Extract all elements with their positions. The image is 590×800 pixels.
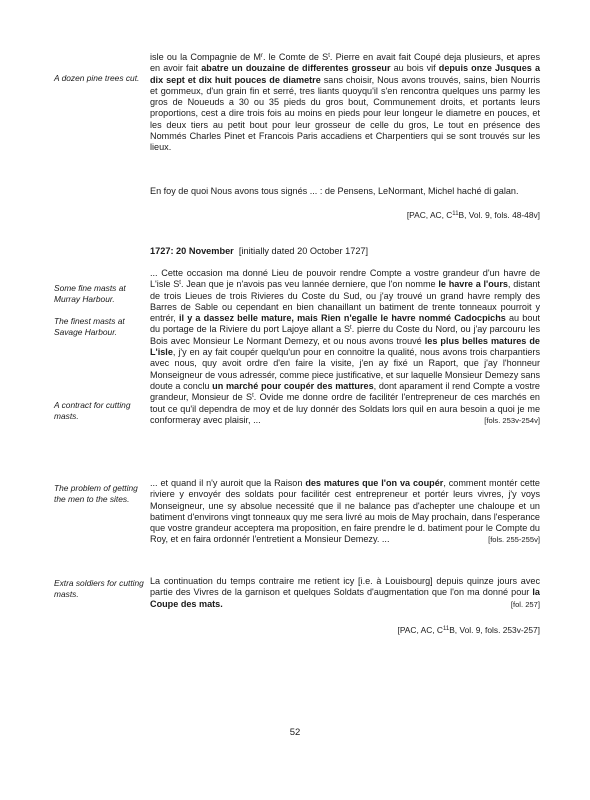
- margin-note-savage-harbour: The finest masts at Savage Harbour.: [54, 316, 125, 337]
- margin-note-problem-men: The problem of getting the men to the sites.: [54, 483, 138, 504]
- source-citation-1: [PAC, AC, $C^{11}B$, Vol. 9, fols. 48-48v]: [406, 210, 540, 220]
- paragraph-transport-problem: ... et quand il n'y auroit que la Raison des matures que l'on va coupér, comment montér cette riviere y envoyér des soldats pour facilitér cest entrepreneur et portér leurs vivres, j'y voys Monseigneur, une sy absolue necessité que il ne balance pas d'achepter une chaloupe et un batiment d'environs vingt tonneaux quy me sera livré au mois de May prochain, dans l'esperance que vostre grandeur acceptera ma proposition, en faire prendre le d. batiment pour le Compte du Roy, et en faira ordonnér l'entretient a Monsieur Demezy. ... [fols. 255-255v]: [150, 478, 540, 545]
- folio-reference: [fol. 257]: [510, 599, 540, 609]
- paragraph-harbour-report: ... Cette occasion ma donné Lieu de pouvoir rendre Compte a vostre grandeur d'un havre de L'isle $S^t$. Jean que je n'avois pas veu lannée derniere, que l'on nomme le havre a l'ours, distant de trois Lieues de trois Rivieres du Coste du Sud, ou j'ay trouvé un grand havre remply des Barres de Sable ou cependant en bien chanaillant un batiment de trente tonneaux pourroit y entrér, il y a dassez belle mature, mais Rien n'egalle le havre nommé Cadocpichs au bout du portage de la Riviere du port Lajoye allant a $S^t$. pierre du Coste du Nord, ou j'ay parcouru les Bois avec Monsieur Le Normant Demezy, et ou nous avons trouvé les plus belles matures de L'isle, j'y en ay fait coupér quelqu'un pour en connoitre la qualité, nous avons trois charpantiers avec nous, quy avoit ordre d'en faire la visite, j'en ay fixé un Raport, que j'ay l'honneur Monseigneur de vous adressér, comme piece justificative, et sur laquelle Monsieur Demezy sans doute a conclu un marché pour coupér des mattures, dont aparament il rend Compte a vostre grandeur, Monsieur de $S^t$. Ovide me donne ordre de facilitér l'entrepreneur de ces marchés en tout ce qu'il dependra de moy et de luy donnér des Soldats lors quil en aura besoin a quoi je me conformeray avec plaisir, ... [fols. 253v-254v]: [150, 268, 540, 425]
- page-number: 52: [289, 727, 301, 738]
- margin-note-contract: A contract for cutting masts.: [54, 400, 131, 421]
- entry-date-note: [initially dated 20 October 1727]: [238, 246, 369, 256]
- paragraph-mast-survey: isle ou la Compagnie de $M^r$. le Comte de $S^t$. Pierre en avait fait Coupé deja plusieurs, et apres en avoir fait abatre un douzaine de differentes grosseur au bois vif depuis onze Jusques a dix sept et dix huit pouces de diametre sans choisir, Nous avons trouvés, sains, bien Nourris et gommeux, d'un grain fin et serré, tres liants quoyqu'il s'en rencontra quelques uns parmy les gros de Noueuds a 30 ou 35 pieds du gros bout, Communement droits, et portants leurs proportions, cest a dire trois fois au moins en pieds pour leur longeur le diametre en pouces, et les deux tiers au petit bout pour leur grosseur de celle du gros, Le tout en présence des Nommés Charles Pinet et Francois Paris accadiens et Charpentiers qui se sont trouvés sur les lieux.: [150, 52, 541, 153]
- margin-note-murray-harbour: Some fine masts at Murray Harbour.: [54, 283, 126, 304]
- source-citation-2: [PAC, AC, $C^{11}B$, Vol. 9, fols. 253v-257]: [397, 625, 540, 635]
- entry-heading: [150, 246, 368, 256]
- paragraph-signatures: En foy de quoi Nous avons tous signés ... : de Pensens, LeNormant, Michel haché di galan.: [150, 186, 519, 196]
- folio-reference: [fols. 253v-254v]: [484, 415, 540, 425]
- margin-note-pine-trees: A dozen pine trees cut.: [54, 73, 140, 83]
- paragraph-extra-soldiers: La continuation du temps contraire me retient icy [i.e. à Louisbourg] depuis quinze jours avec partie des Vivres de la garnison et quelques Soldats d'augmentation que l'on ma donné pour la Coupe des mats. [fol. 257]: [150, 576, 540, 609]
- entry-date: 1727: 20 November: [150, 246, 234, 256]
- margin-note-extra-soldiers: Extra soldiers for cutting masts.: [54, 578, 144, 599]
- folio-reference: [fols. 255-255v]: [488, 535, 540, 545]
